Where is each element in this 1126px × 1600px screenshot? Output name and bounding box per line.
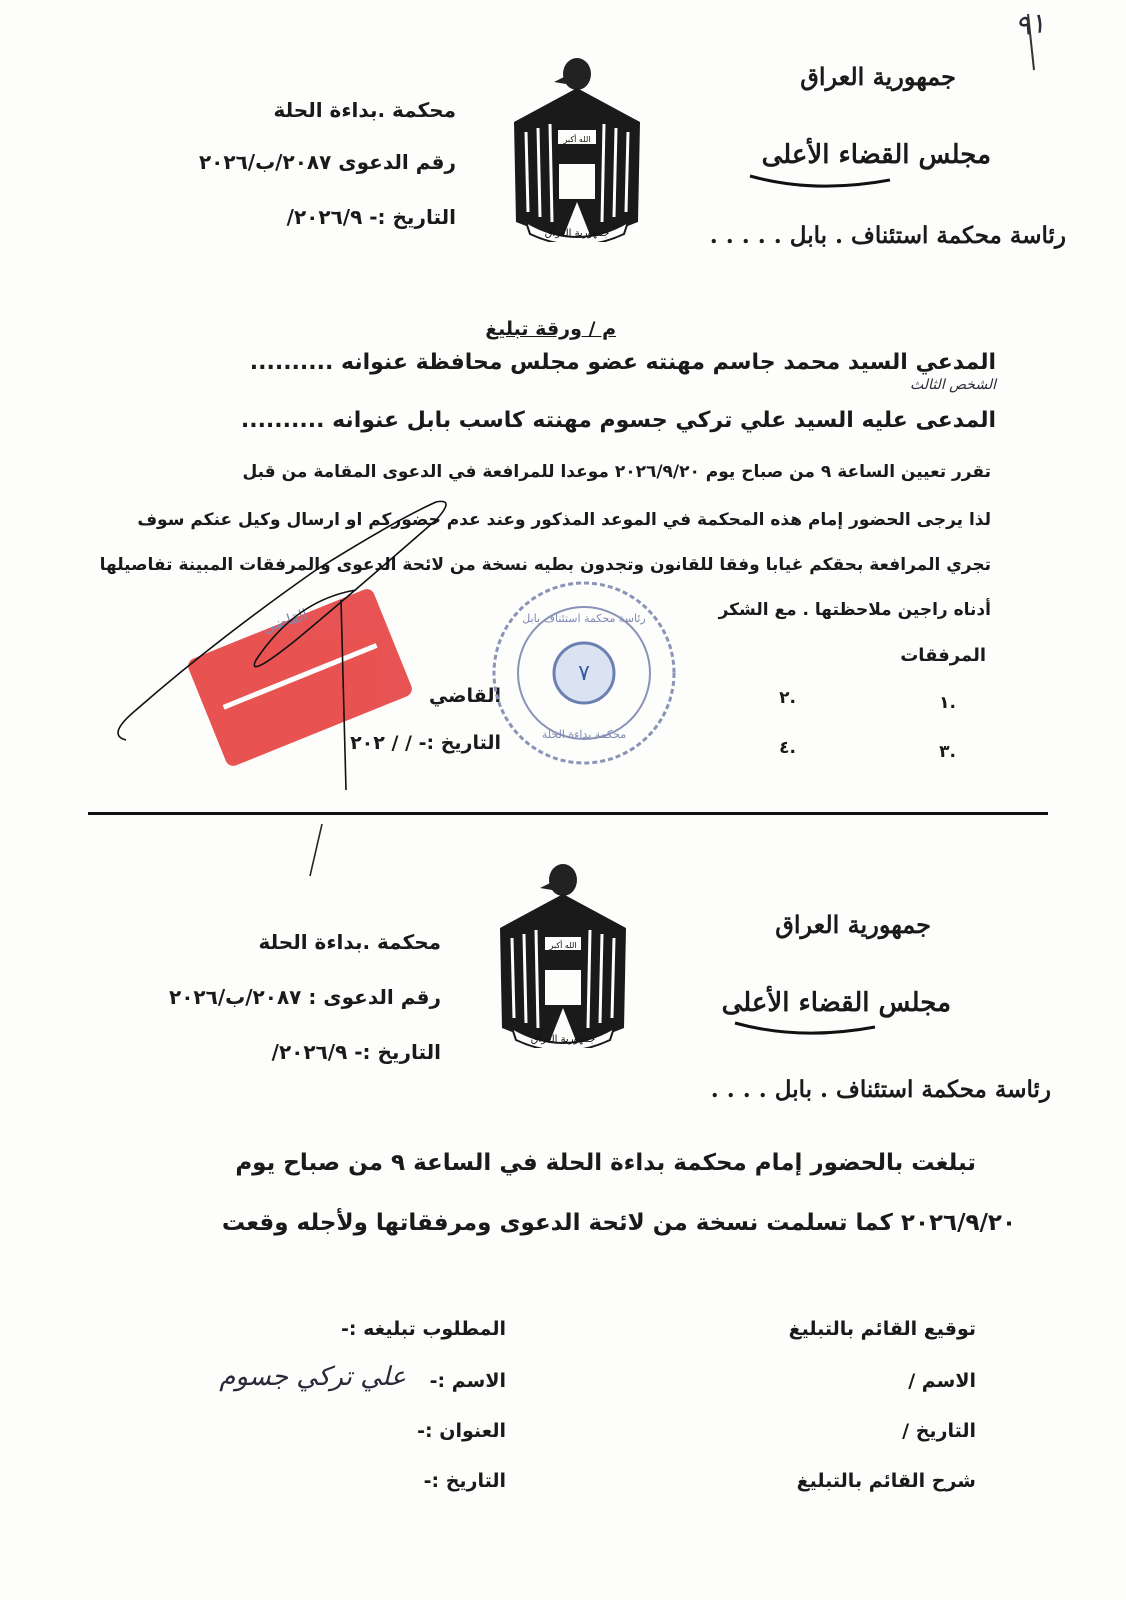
body-line-3: تجري المرافعة بحقكم غيابا وفقا للقانون وتجدون بطيه نسخة من لائحة الدعوى والمرفقات المبينة تفاصيلها (99, 555, 991, 575)
server-signature-title: توقيع القائم بالتبليغ (788, 1318, 976, 1340)
notice-line-2: ٢٠٢٦/٩/٢٠ كما تسلمت نسخة من لائحة الدعوى ومرفقاتها ولأجله وقعت (221, 1210, 1016, 1236)
bottom-council: مجلس القضاء الأعلى (721, 988, 951, 1018)
court-stamp-icon (488, 578, 680, 768)
body-line-4: أدناه راجين ملاحظتها . مع الشكر (718, 600, 991, 620)
top-court: محكمة .بداءة الحلة (273, 98, 456, 122)
server-date-label: التاريخ / (902, 1420, 976, 1442)
attachment-2: ٢. (779, 688, 796, 708)
stroke-mark (300, 820, 330, 880)
council-underline (745, 168, 895, 194)
top-case-number: رقم الدعوى ٢٠٨٧/ب/٢٠٢٦ (198, 150, 456, 174)
bottom-country: جمهورية العراق (775, 910, 931, 939)
top-date: التاريخ :- ٢٠٢٦/٩/ (286, 205, 456, 229)
body-line-1: تقرر تعيين الساعة ٩ من صباح يوم ٢٠٢٦/٩/٢٠ موعدا للمرافعة في الدعوى المقامة من قبل (242, 462, 991, 482)
attachment-1: ١. (939, 693, 956, 713)
top-council: مجلس القضاء الأعلى (761, 140, 991, 170)
svg-text:الله أكبر: الله أكبر (563, 135, 591, 144)
signature-scribble (96, 490, 496, 790)
svg-text:٧: ٧ (578, 661, 590, 686)
bottom-court: محكمة .بداءة الحلة (258, 930, 441, 954)
recipient-name-value: علي تركي جسوم (219, 1362, 406, 1392)
defendant-line: المدعى عليه السيد علي تركي جسوم مهنته كاسب بابل عنوانه .......... (240, 408, 996, 433)
recipient-name-label: الاسم :- (429, 1370, 506, 1392)
svg-text:جمهورية العراق: جمهورية العراق (544, 228, 610, 239)
recipient-date-label: التاريخ :- (423, 1470, 506, 1492)
recipient-title: المطلوب تبليغه :- (340, 1318, 506, 1340)
plaintiff-line: المدعي السيد محمد جاسم مهنته عضو مجلس محافظة عنوانه .......... (249, 350, 996, 375)
bottom-date: التاريخ :- ٢٠٢٦/٩/ (271, 1040, 441, 1064)
notice-line-1: تبلغت بالحضور إمام محكمة بداءة الحلة في الساعة ٩ من صباح يوم (235, 1150, 976, 1176)
seal-label: القاضي (260, 605, 310, 637)
bottom-presidency: رئاسة محكمة استئناف . بابل . . . . (710, 1076, 1051, 1103)
attachments-label: المرفقات (900, 645, 986, 666)
top-country: جمهورية العراق (800, 62, 956, 91)
attachment-4: ٤. (779, 738, 796, 758)
body-line-2: لذا يرجى الحضور إمام هذه المحكمة في الموعد المذكور وعند عدم حضوركم او ارسال وكيل عنكم سوف (137, 510, 991, 530)
bottom-case-number: رقم الدعوى : ٢٠٨٧/ب/٢٠٢٦ (168, 985, 441, 1009)
svg-text:جمهورية العراق: جمهورية العراق (530, 1034, 596, 1045)
form-title: م / ورقة تبليغ (485, 318, 616, 340)
plaintiff-note: الشخص الثالث (910, 377, 996, 393)
section-divider (88, 812, 1048, 815)
recipient-address-label: العنوان :- (417, 1420, 506, 1442)
attachment-3: ٣. (939, 742, 956, 762)
margin-stroke (1020, 10, 1060, 80)
svg-text:الله أكبر: الله أكبر (549, 941, 577, 950)
svg-text:رئاسة محكمة استئناف بابل: رئاسة محكمة استئناف بابل (522, 612, 646, 625)
judge-label: القاضي (428, 685, 501, 707)
judge-date: التاريخ :- / / ٢٠٢ (350, 732, 501, 754)
svg-text:محكمة بداءة الحلة: محكمة بداءة الحلة (541, 728, 627, 741)
server-name-label: الاسم / (908, 1370, 976, 1392)
server-explain-label: شرح القائم بالتبليغ (796, 1470, 976, 1492)
margin-note: ٩١ (1012, 6, 1048, 43)
eagle-emblem-bottom-icon (492, 858, 634, 1048)
council-underline-bottom (730, 1015, 880, 1041)
eagle-emblem-icon (506, 52, 648, 242)
top-presidency: رئاسة محكمة استئناف . بابل . . . . . (709, 222, 1066, 249)
